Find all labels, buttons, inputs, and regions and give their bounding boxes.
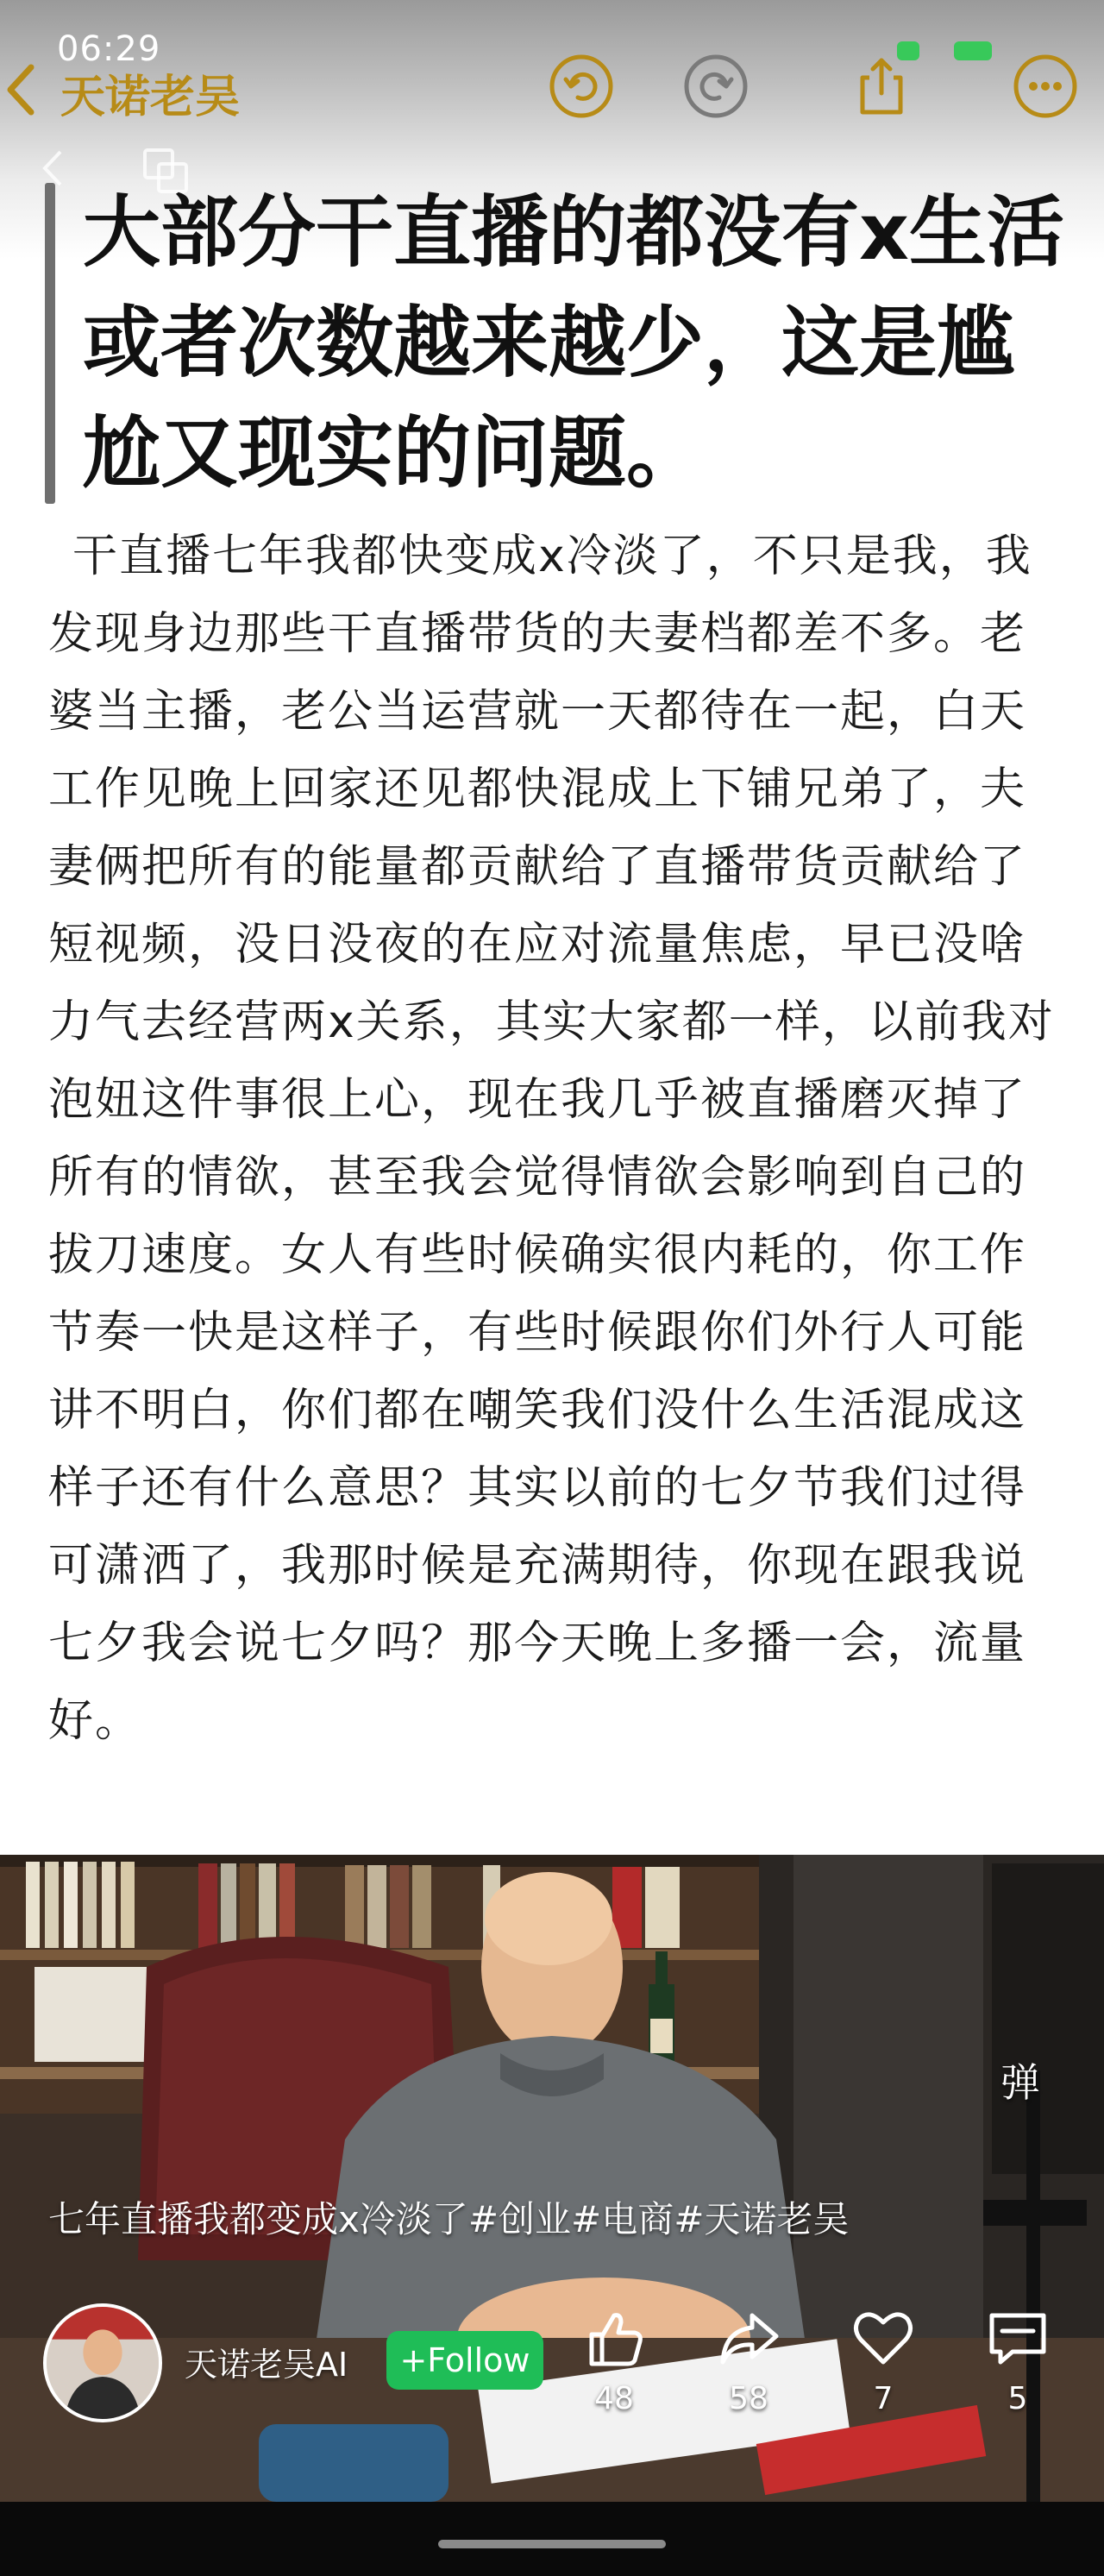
more-button[interactable] (1011, 52, 1080, 121)
video-player[interactable] (0, 1855, 1104, 2502)
redo-icon (681, 52, 750, 121)
avatar[interactable] (43, 2303, 162, 2422)
video-author-name[interactable]: 天诺老吴AI (185, 2346, 348, 2384)
system-nav-bar (0, 2502, 1104, 2576)
avatar-image (47, 2307, 159, 2419)
thumbs-up-icon (580, 2303, 649, 2372)
comment-button[interactable] (975, 2303, 1061, 2416)
status-indicators (897, 41, 1026, 64)
heart-icon (849, 2303, 918, 2372)
author-name[interactable]: 天诺老吴 (60, 72, 241, 123)
share-video-button[interactable] (706, 2303, 792, 2416)
chevron-left-icon (0, 55, 52, 124)
undo-button[interactable] (547, 52, 616, 121)
favorite-count: 7 (873, 2381, 894, 2416)
follow-button[interactable]: +Follow (386, 2331, 543, 2390)
comment-count: 5 (1007, 2381, 1028, 2416)
undo-icon (547, 52, 616, 121)
like-button[interactable] (571, 2303, 657, 2416)
article-title: 大部分干直播的都没有x生活或者次数越来越少，这是尴尬又现实的问题。 (83, 187, 1065, 499)
back-button[interactable] (0, 55, 52, 124)
home-indicator[interactable] (438, 2540, 666, 2548)
comment-icon (983, 2303, 1052, 2372)
status-time: 06:29 (57, 29, 161, 69)
video-caption: 七年直播我都变成x冷淡了#创业#电商#天诺老吴 (48, 2198, 850, 2240)
share-icon (847, 52, 916, 121)
share-button[interactable] (847, 52, 916, 121)
favorite-button[interactable] (840, 2303, 926, 2416)
like-count: 48 (594, 2381, 634, 2416)
redo-button[interactable] (681, 52, 750, 121)
status-dot-icon (954, 41, 992, 60)
video-frame (0, 1855, 1104, 2502)
more-icon (1011, 52, 1080, 121)
title-accent-bar (45, 183, 55, 504)
share-arrow-icon (714, 2303, 783, 2372)
danmu-toggle-button[interactable]: 弹 (1000, 2059, 1040, 2106)
article-body: 干直播七年我都快变成x冷淡了，不只是我，我发现身边那些干直播带货的夫妻档都差不多。老婆当主播，老公当运营就一天都待在一起，白天工作见晚上回家还见都快混成上下铺兄弟了，夫妻俩把所有的能量都贡献给了直播带货贡献给了短视频，没日没夜的在应对流量焦虑，早已没啥力气去经营两x关系，其实大家都一样，以前我对泡妞这件事很上心，现在我几乎被直播磨灭掉了所有的情欲，甚至我会觉得情欲会影响到自己的拔刀速度。女人有些时候确实很内耗的，你工作节奏一快是这样子，有些时候跟你们外行人可能讲不明白，你们都在嘲笑我们没什么生活混成这样子还有什么意思？其实以前的七夕节我们过得可潇洒了，我那时候是充满期待，你现在跟我说七夕我会说七夕吗？那今天晚上多播一会，流量好。 (48, 531, 1055, 1747)
share-count: 58 (729, 2381, 768, 2416)
